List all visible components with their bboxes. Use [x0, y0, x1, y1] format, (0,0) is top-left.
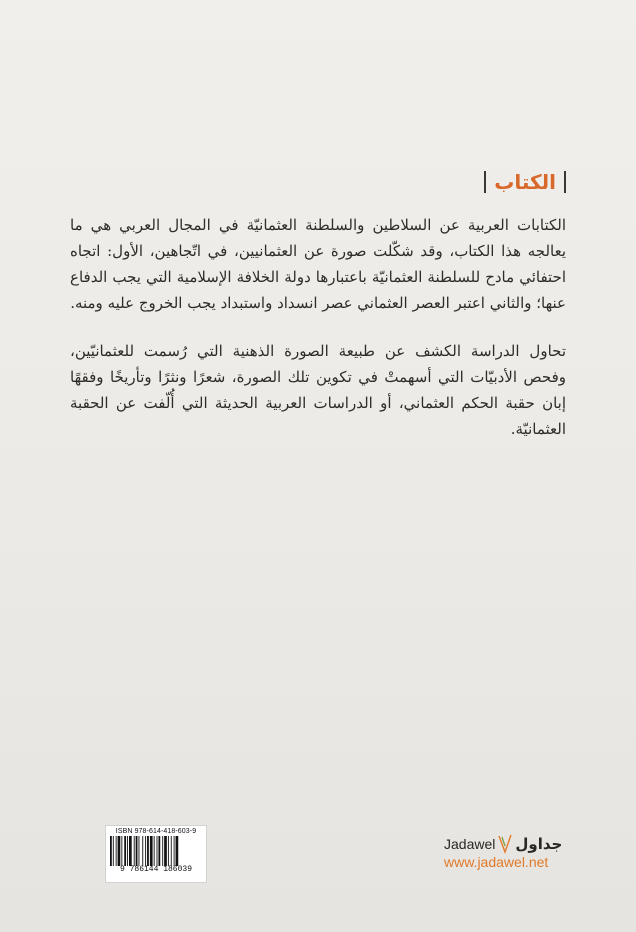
publisher-url: www.jadawel.net [444, 854, 549, 870]
heading-bar-right [564, 171, 566, 193]
isbn-barcode [105, 825, 207, 883]
isbn-number: ISBN 978-614-418-603-9 [115, 828, 197, 835]
barcode-digits: 9 786144 186039 [119, 865, 192, 874]
heading-bar-left [484, 171, 486, 193]
publisher-block [444, 834, 569, 870]
publisher-name-arabic: جداول [515, 835, 563, 853]
paragraph-1: الكتابات العربية عن السلاطين والسلطنة العثمانيّة في المجال العربي هي ما يعالجه هذا الكتاب، وقد شكّلت صورة عن العثمانيين، في اتّجاهين، الأول: اتجاه احتفائي مادح للسلطنة العثمانيّة باعتبارها دولة الخلافة الإسلامية التي يجب الدفاع عنها؛ والثاني اعتبر العصر العثماني عصر انسداد واستبداد يجب الخروج عليه ومنه. [70, 216, 566, 312]
jadawel-v-logo-icon [498, 834, 512, 854]
barcode-bars [109, 836, 203, 866]
publisher-logo [444, 834, 569, 854]
publisher-name-latin: Jadawel [444, 836, 496, 852]
section-heading [484, 170, 566, 194]
paragraph-2: تحاول الدراسة الكشف عن طبيعة الصورة الذهنية التي رُسمت للعثمانيّين، وفحص الأدبيّات التي أسهمتْ في تكوين تلك الصورة، شعرًا ونثرًا وتأريخًا وفقهًا إبان حقبة الحكم العثماني، أو الدراسات العربية الحديثة التي أُلّفت عن الحقبة العثمانيّة. [70, 342, 566, 438]
heading-text: الكتاب [494, 170, 556, 194]
